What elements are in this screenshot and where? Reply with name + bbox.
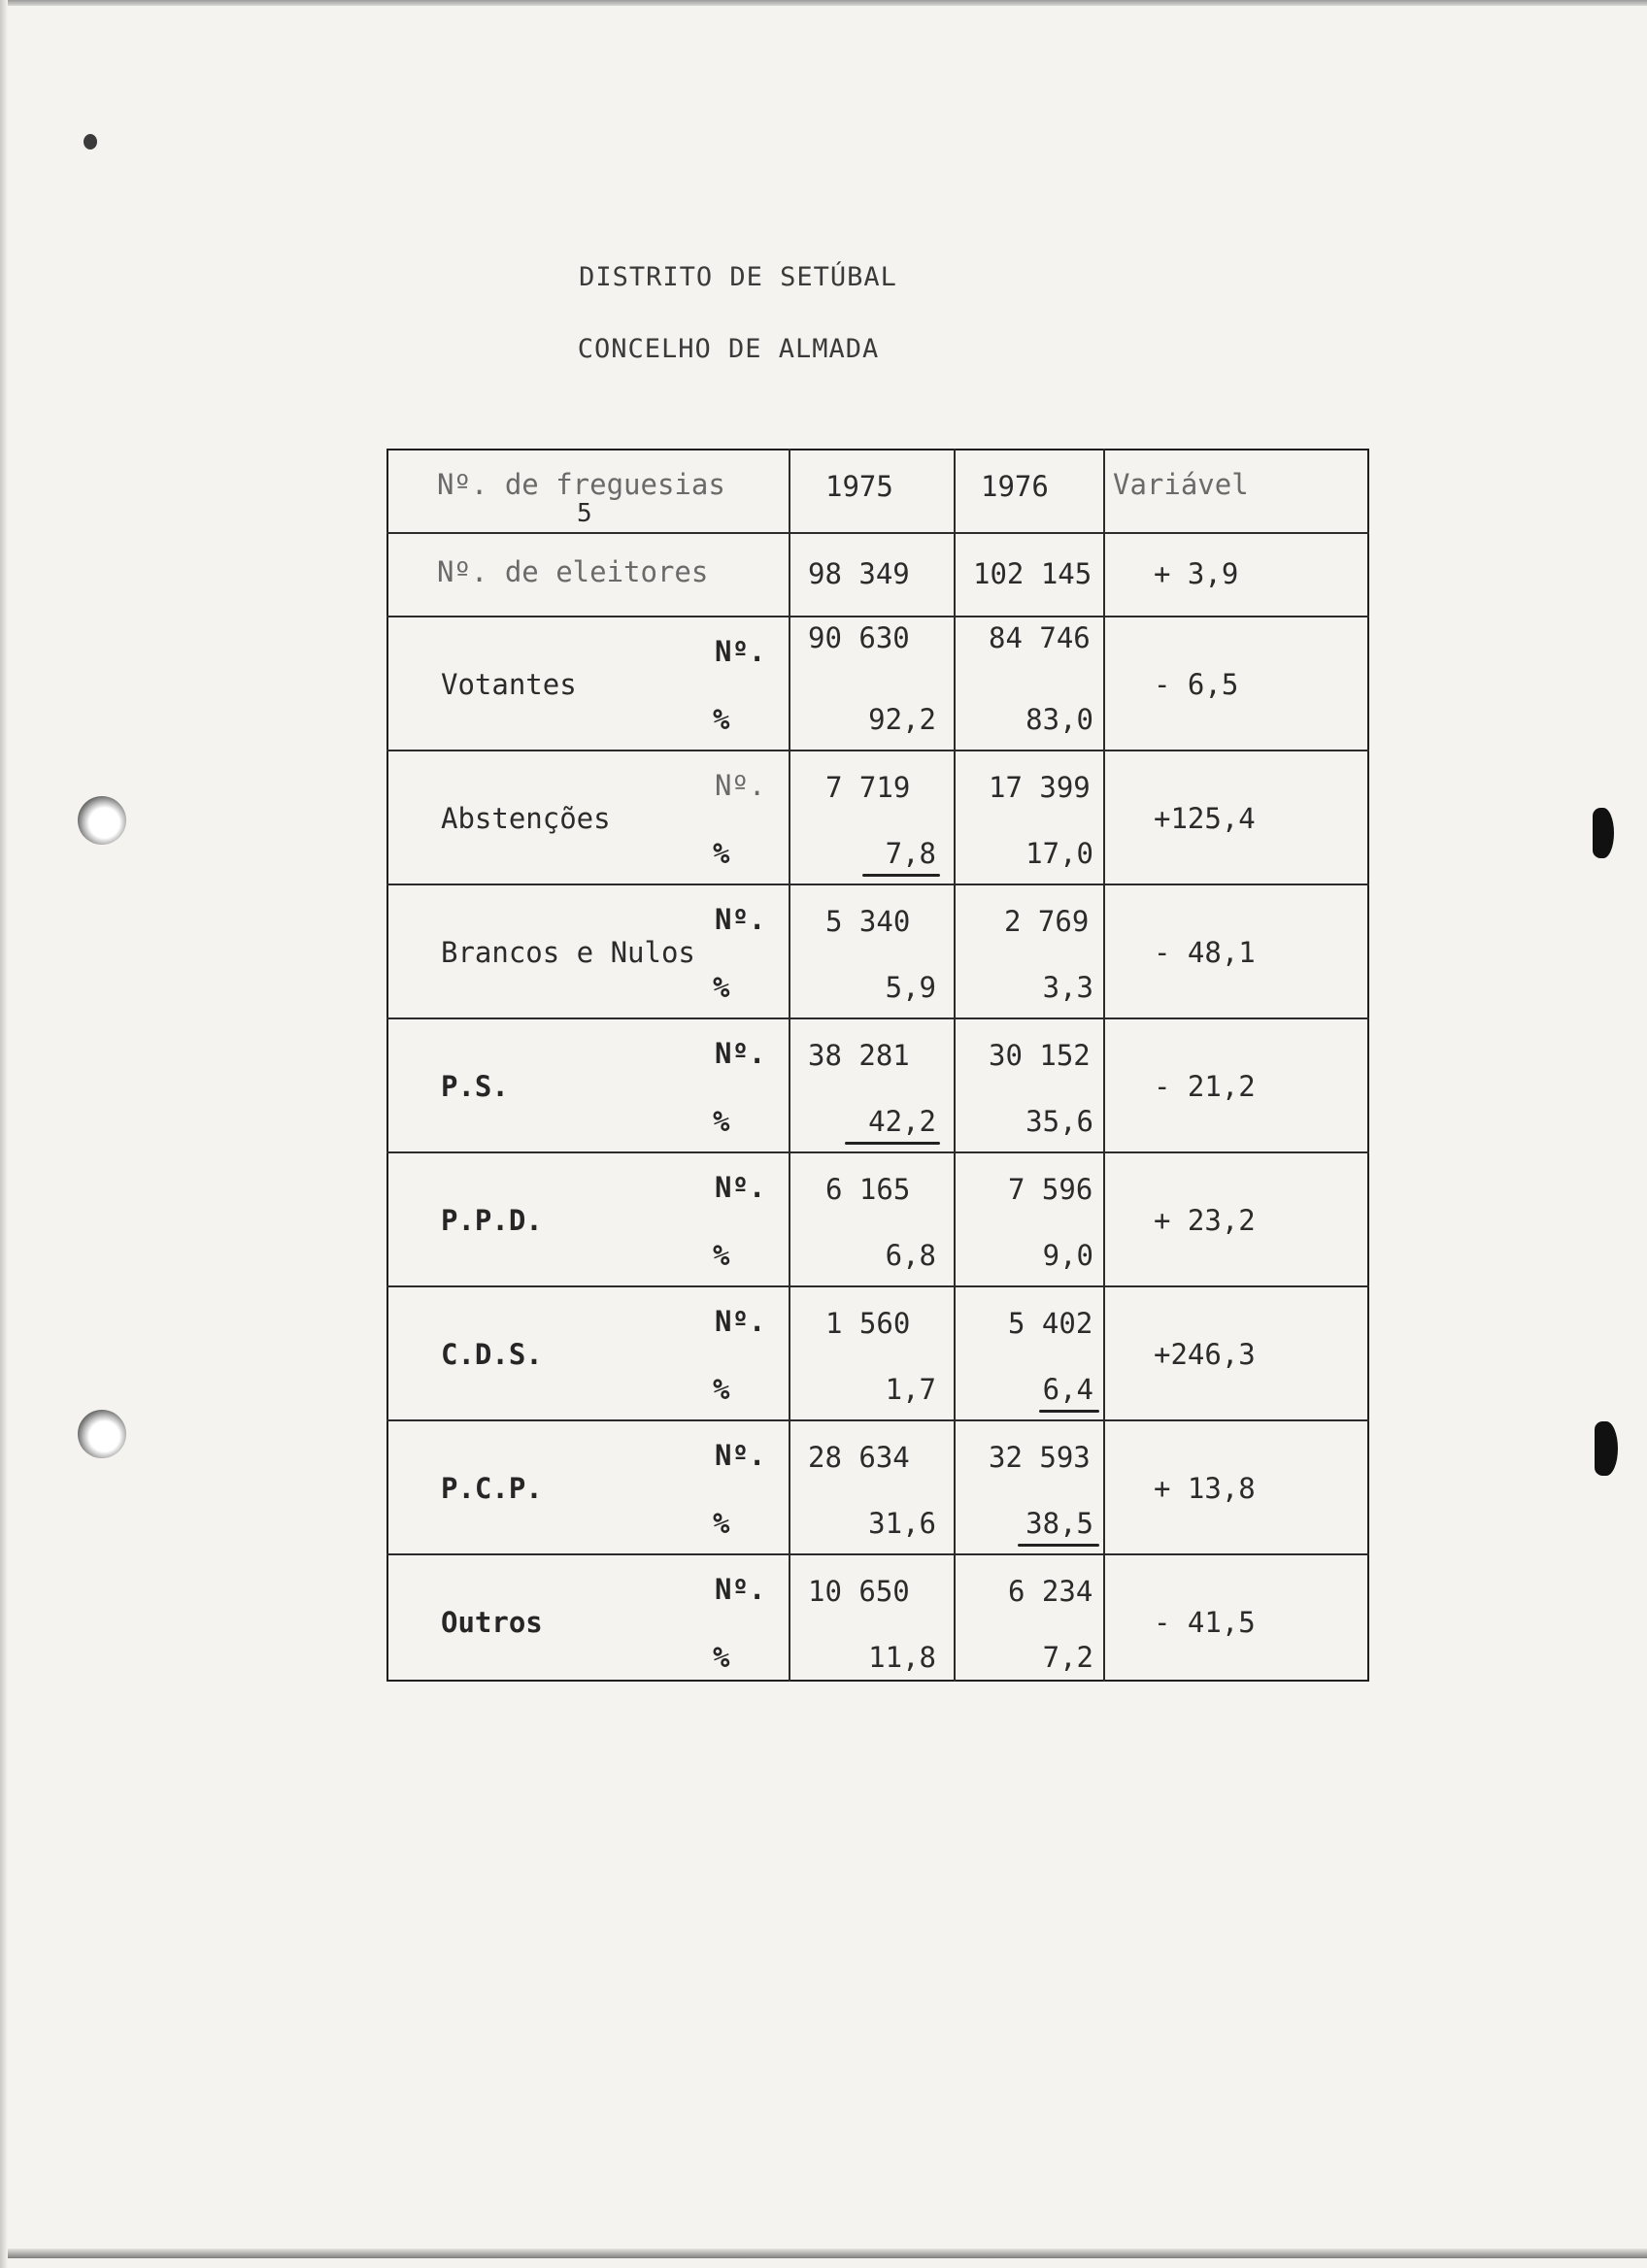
ppd-variation: + 23,2 [1154, 1204, 1256, 1237]
abstencoes-variation: +125,4 [1154, 802, 1256, 835]
brancos-n-1975: 5 340 [825, 905, 911, 938]
header-1975: 1975 [825, 470, 893, 503]
underline-mark [862, 874, 940, 877]
eleitores-label: Nº. de eleitores [437, 555, 709, 588]
cds-n-1975: 1 560 [825, 1307, 911, 1340]
row-divider [387, 1151, 1369, 1153]
ink-spot [84, 134, 97, 150]
row-label: Brancos e Nulos [441, 936, 695, 969]
row-label: P.S. [441, 1070, 509, 1103]
eleitores-variation: + 3,9 [1154, 557, 1239, 590]
abstencoes-n-1975: 7 719 [825, 771, 911, 804]
row-divider [387, 532, 1369, 534]
outros-p-1976: 7,2 [1042, 1641, 1093, 1674]
row-divider [387, 1419, 1369, 1421]
ppd-n-1976: 7 596 [1008, 1173, 1093, 1206]
outros-p-1975: 11,8 [868, 1641, 936, 1674]
votantes-p-1975: 92,2 [868, 703, 936, 736]
col-divider-1 [789, 449, 790, 1682]
percent-label: % [713, 1239, 730, 1272]
number-label: Nº. [715, 769, 766, 802]
brancos-n-1976: 2 769 [1004, 905, 1090, 938]
votantes-n-1976: 84 746 [989, 621, 1091, 654]
ppd-n-1975: 6 165 [825, 1173, 911, 1206]
ppd-p-1976: 9,0 [1042, 1239, 1093, 1272]
row-divider [387, 884, 1369, 885]
document-subtitle: CONCELHO DE ALMADA [577, 334, 880, 364]
pcp-variation: + 13,8 [1154, 1472, 1256, 1505]
ps-p-1975: 42,2 [868, 1105, 936, 1138]
col-divider-3 [1103, 449, 1105, 1682]
row-label: Abstenções [441, 802, 611, 835]
page-top-edge [0, 0, 1647, 6]
row-label: Votantes [441, 668, 577, 701]
underline-mark [845, 1142, 940, 1145]
outros-n-1976: 6 234 [1008, 1575, 1093, 1608]
abstencoes-p-1975: 7,8 [885, 837, 936, 870]
punch-hole-top [78, 796, 126, 845]
number-label: Nº. [715, 1171, 766, 1204]
header-parishes-count: 5 [577, 499, 592, 528]
header-parishes-label: Nº. de freguesias [437, 468, 725, 501]
outros-variation: - 41,5 [1154, 1606, 1256, 1639]
row-divider [387, 1285, 1369, 1287]
cds-p-1975: 1,7 [885, 1373, 936, 1406]
col-divider-2 [954, 449, 956, 1682]
scan-blot-right-2 [1595, 1421, 1618, 1476]
abstencoes-p-1976: 17,0 [1025, 837, 1093, 870]
scan-blot-right-1 [1593, 808, 1614, 858]
row-label: P.C.P. [441, 1472, 543, 1505]
votantes-variation: - 6,5 [1154, 668, 1239, 701]
number-label: Nº. [715, 635, 766, 668]
cds-p-1976: 6,4 [1042, 1373, 1093, 1406]
cds-variation: +246,3 [1154, 1338, 1256, 1371]
abstencoes-n-1976: 17 399 [989, 771, 1091, 804]
row-divider [387, 1553, 1369, 1555]
pcp-p-1976: 38,5 [1025, 1507, 1093, 1540]
number-label: Nº. [715, 903, 766, 936]
row-divider [387, 1017, 1369, 1019]
cds-n-1976: 5 402 [1008, 1307, 1093, 1340]
votantes-p-1976: 83,0 [1025, 703, 1093, 736]
brancos-p-1975: 5,9 [885, 971, 936, 1004]
votantes-n-1975: 90 630 [808, 621, 910, 654]
brancos-p-1976: 3,3 [1042, 971, 1093, 1004]
header-1976: 1976 [981, 470, 1049, 503]
pcp-n-1975: 28 634 [808, 1441, 910, 1474]
percent-label: % [713, 971, 730, 1004]
ps-n-1976: 30 152 [989, 1039, 1091, 1072]
ps-p-1976: 35,6 [1025, 1105, 1093, 1138]
brancos-variation: - 48,1 [1154, 936, 1256, 969]
row-divider [387, 616, 1369, 617]
document-title: DISTRITO DE SETÚBAL [579, 262, 897, 292]
percent-label: % [713, 703, 730, 736]
percent-label: % [713, 1507, 730, 1540]
punch-hole-bottom [78, 1410, 126, 1458]
ps-variation: - 21,2 [1154, 1070, 1256, 1103]
row-label: Outros [441, 1606, 543, 1639]
eleitores-1975: 98 349 [808, 557, 910, 590]
percent-label: % [713, 1373, 730, 1406]
percent-label: % [713, 1641, 730, 1674]
number-label: Nº. [715, 1305, 766, 1338]
row-label: P.P.D. [441, 1204, 543, 1237]
row-divider [387, 750, 1369, 751]
number-label: Nº. [715, 1439, 766, 1472]
number-label: Nº. [715, 1573, 766, 1606]
row-label: C.D.S. [441, 1338, 543, 1371]
underline-mark [1018, 1544, 1099, 1547]
percent-label: % [713, 837, 730, 870]
page-bottom-edge [0, 2249, 1647, 2258]
number-label: Nº. [715, 1037, 766, 1070]
election-results-table [387, 449, 1369, 1682]
pcp-n-1976: 32 593 [989, 1441, 1091, 1474]
header-variation: Variável [1113, 468, 1249, 501]
percent-label: % [713, 1105, 730, 1138]
ps-n-1975: 38 281 [808, 1039, 910, 1072]
ppd-p-1975: 6,8 [885, 1239, 936, 1272]
pcp-p-1975: 31,6 [868, 1507, 936, 1540]
underline-mark [1039, 1410, 1099, 1413]
eleitores-1976: 102 145 [973, 557, 1092, 590]
outros-n-1975: 10 650 [808, 1575, 910, 1608]
